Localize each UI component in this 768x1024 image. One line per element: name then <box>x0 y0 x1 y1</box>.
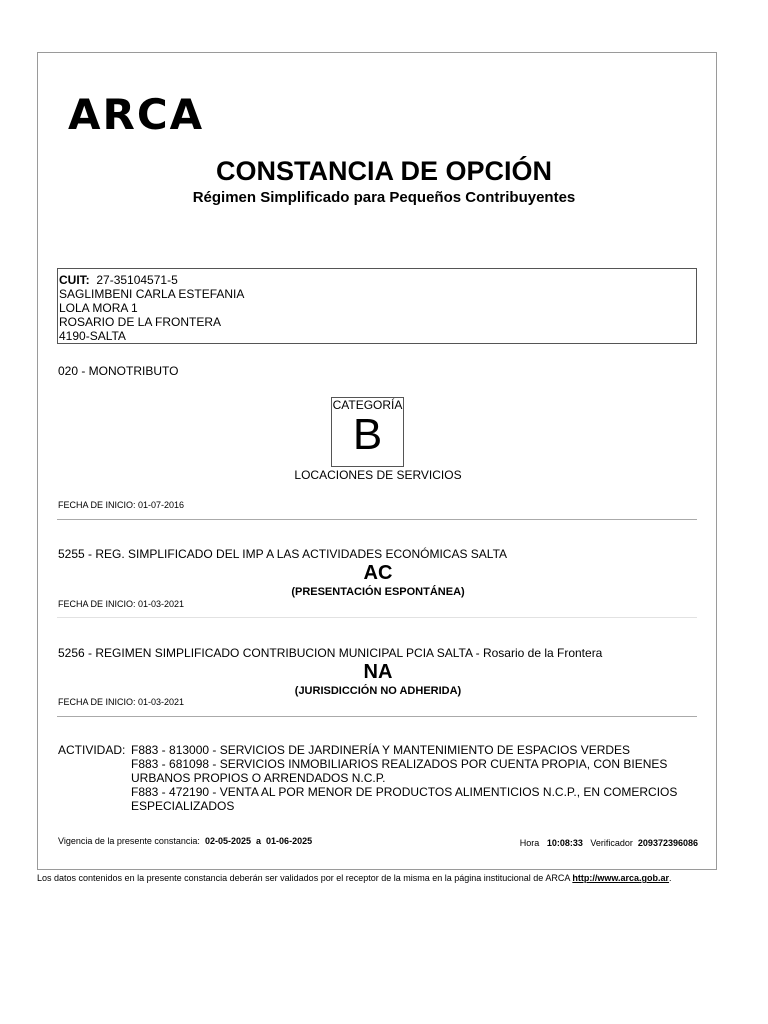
cuit-line <box>59 273 696 287</box>
validity-connector: a <box>256 836 262 846</box>
address-line-1: LOLA MORA 1 <box>59 301 138 315</box>
address-line-2: ROSARIO DE LA FRONTERA <box>59 315 222 329</box>
taxpayer-name: SAGLIMBENI CARLA ESTEFANIA <box>59 287 245 301</box>
validity-from: 02-05-2025 <box>204 836 251 846</box>
municipal-status-note: (JURISDICCIÓN NO ADHERIDA) <box>294 685 462 697</box>
cuit-label: CUIT: <box>59 273 90 287</box>
validity-line <box>58 836 312 847</box>
verifier-value: 209372396086 <box>637 838 698 848</box>
category-label: CATEGORÍA <box>332 398 403 412</box>
cuit-value: 27-35104571-5 <box>96 273 178 287</box>
validity-label: Vigencia de la presente constancia: <box>58 836 200 846</box>
provincial-status-code: AC <box>363 562 393 584</box>
footer-text: Los datos contenidos en la presente constancia deberán ser validados por el receptor de la misma en la página institucional de ARCA <box>37 873 570 883</box>
municipal-start-date: FECHA DE INICIO: 01-03-2021 <box>58 697 185 707</box>
municipal-status-code: NA <box>363 661 393 683</box>
activity-item: F883 - 472190 - VENTA AL POR MENOR DE PRODUCTOS ALIMENTICIOS N.C.P., EN COMERCIOS ESPECIALIZADOS <box>131 785 678 813</box>
divider <box>57 716 697 717</box>
provincial-status-note: (PRESENTACIÓN ESPONTÁNEA) <box>291 586 465 598</box>
activity-item: F883 - 681098 - SERVICIOS INMOBILIARIOS REALIZADOS POR CUENTA PROPIA, CON BIENES URBANOS PROPIOS O ARRENDADOS N.C.P. <box>131 757 668 785</box>
time-label: Hora <box>519 838 540 848</box>
category-letter: B <box>352 410 383 459</box>
validity-to: 01-06-2025 <box>266 836 313 846</box>
provincial-start-date: FECHA DE INICIO: 01-03-2021 <box>58 599 185 609</box>
postal-line: 4190-SALTA <box>59 329 126 343</box>
activity-item: F883 - 813000 - SERVICIOS DE JARDINERÍA Y MANTENIMIENTO DE ESPACIOS VERDES <box>131 743 631 757</box>
document-title: CONSTANCIA DE OPCIÓN <box>215 156 552 186</box>
divider <box>57 617 697 618</box>
verifier-label: Verificador <box>590 838 633 848</box>
arca-website-link[interactable]: http://www.arca.gob.ar <box>572 873 670 883</box>
taxpayer-info-box <box>57 268 697 344</box>
document-subtitle: Régimen Simplificado para Pequeños Contribuyentes <box>192 189 576 206</box>
arca-logo: ARCA <box>68 90 205 139</box>
validation-footer <box>37 873 672 884</box>
activity-label: ACTIVIDAD: <box>58 743 126 757</box>
regime-start-date: FECHA DE INICIO: 01-07-2016 <box>58 500 185 510</box>
municipal-regime-code: 5256 - REGIMEN SIMPLIFICADO CONTRIBUCION MUNICIPAL PCIA SALTA - Rosario de la Frontera <box>58 646 603 660</box>
divider <box>57 519 697 520</box>
category-box <box>331 397 404 467</box>
footer-period: . <box>669 873 672 883</box>
activity-list <box>131 743 701 813</box>
regime-code: 020 - MONOTRIBUTO <box>58 364 179 378</box>
time-verifier-line <box>520 838 698 849</box>
activity-type: LOCACIONES DE SERVICIOS <box>294 468 462 482</box>
provincial-regime-code: 5255 - REG. SIMPLIFICADO DEL IMP A LAS ACTIVIDADES ECONÓMICAS SALTA <box>58 547 508 561</box>
time-value: 10:08:33 <box>546 838 583 848</box>
